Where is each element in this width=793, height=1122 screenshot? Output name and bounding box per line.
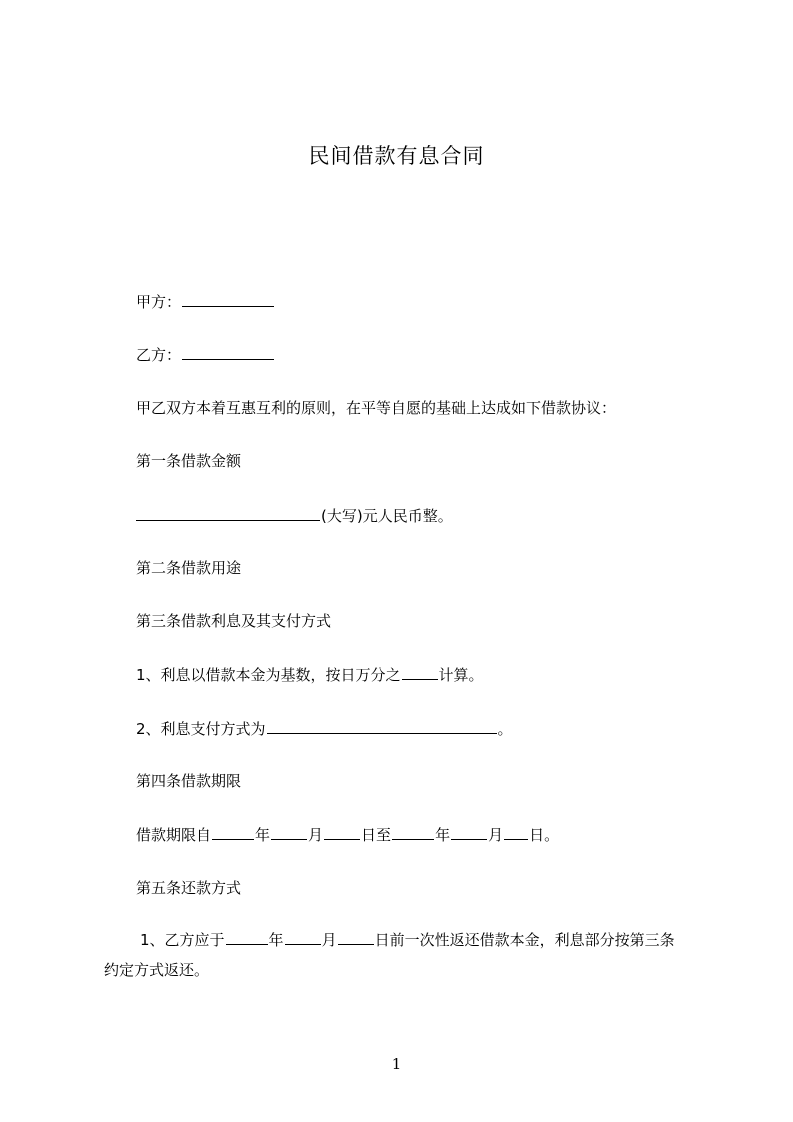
document-title: 民间借款有息合同: [308, 144, 485, 168]
article1-amount-line: [136, 504, 453, 527]
rate-blank: [402, 663, 438, 680]
end-day-blank: [504, 823, 528, 840]
term-prefix: 借款期限自: [136, 826, 212, 844]
repay-year: 年: [268, 931, 284, 949]
amount-blank: [136, 504, 320, 521]
party-a-blank: [182, 290, 274, 307]
party-b-label: 乙方：: [136, 346, 182, 364]
end-month-blank: [451, 823, 487, 840]
item1-prefix: 1、利息以借款本金为基数，按日万分之: [136, 666, 401, 684]
article2-title: 第二条借款用途: [136, 559, 242, 577]
repay-line2: 约定方式返还。: [104, 961, 210, 979]
item2-prefix: 2、利息支付方式为: [136, 720, 266, 738]
repay-year-blank: [226, 928, 268, 945]
repay-month: 月: [321, 931, 337, 949]
start-month-blank: [271, 823, 307, 840]
party-a-label: 甲方：: [136, 293, 182, 311]
party-a-line: [136, 290, 275, 313]
start-year-blank: [212, 823, 254, 840]
repay-mid: 日前一次性返还借款本金，利息部分按第三条: [374, 931, 675, 949]
repay-line1: [104, 925, 714, 955]
term-month2: 月: [488, 826, 504, 844]
item2-suffix: 。: [497, 720, 513, 738]
article1-title: 第一条借款金额: [136, 452, 242, 470]
repay-paragraph: [104, 925, 714, 985]
start-day-blank: [324, 823, 360, 840]
term-line: [136, 823, 559, 846]
repay-prefix: 1、乙方应于: [140, 931, 225, 949]
article3-item1: [136, 663, 484, 686]
repay-day-blank: [338, 928, 374, 945]
article3-title: 第三条借款利息及其支付方式: [136, 612, 332, 630]
article4-title: 第四条借款期限: [136, 772, 242, 790]
article5-title: 第五条还款方式: [136, 879, 242, 897]
party-b-blank: [182, 343, 274, 360]
payment-method-blank: [267, 717, 497, 734]
term-year: 年: [255, 826, 271, 844]
term-day-to: 日至: [361, 826, 392, 844]
term-month: 月: [308, 826, 324, 844]
end-year-blank: [392, 823, 434, 840]
repay-month-blank: [285, 928, 321, 945]
item1-suffix: 计算。: [438, 666, 484, 684]
term-day-end: 日。: [529, 826, 560, 844]
article3-item2: [136, 717, 513, 740]
amount-suffix: (大写)元人民币整。: [321, 507, 453, 525]
party-b-line: [136, 343, 275, 366]
page-number: 1: [391, 1055, 402, 1073]
intro-text: 甲乙双方本着互惠互利的原则，在平等自愿的基础上达成如下借款协议：: [136, 399, 617, 417]
term-year2: 年: [435, 826, 451, 844]
